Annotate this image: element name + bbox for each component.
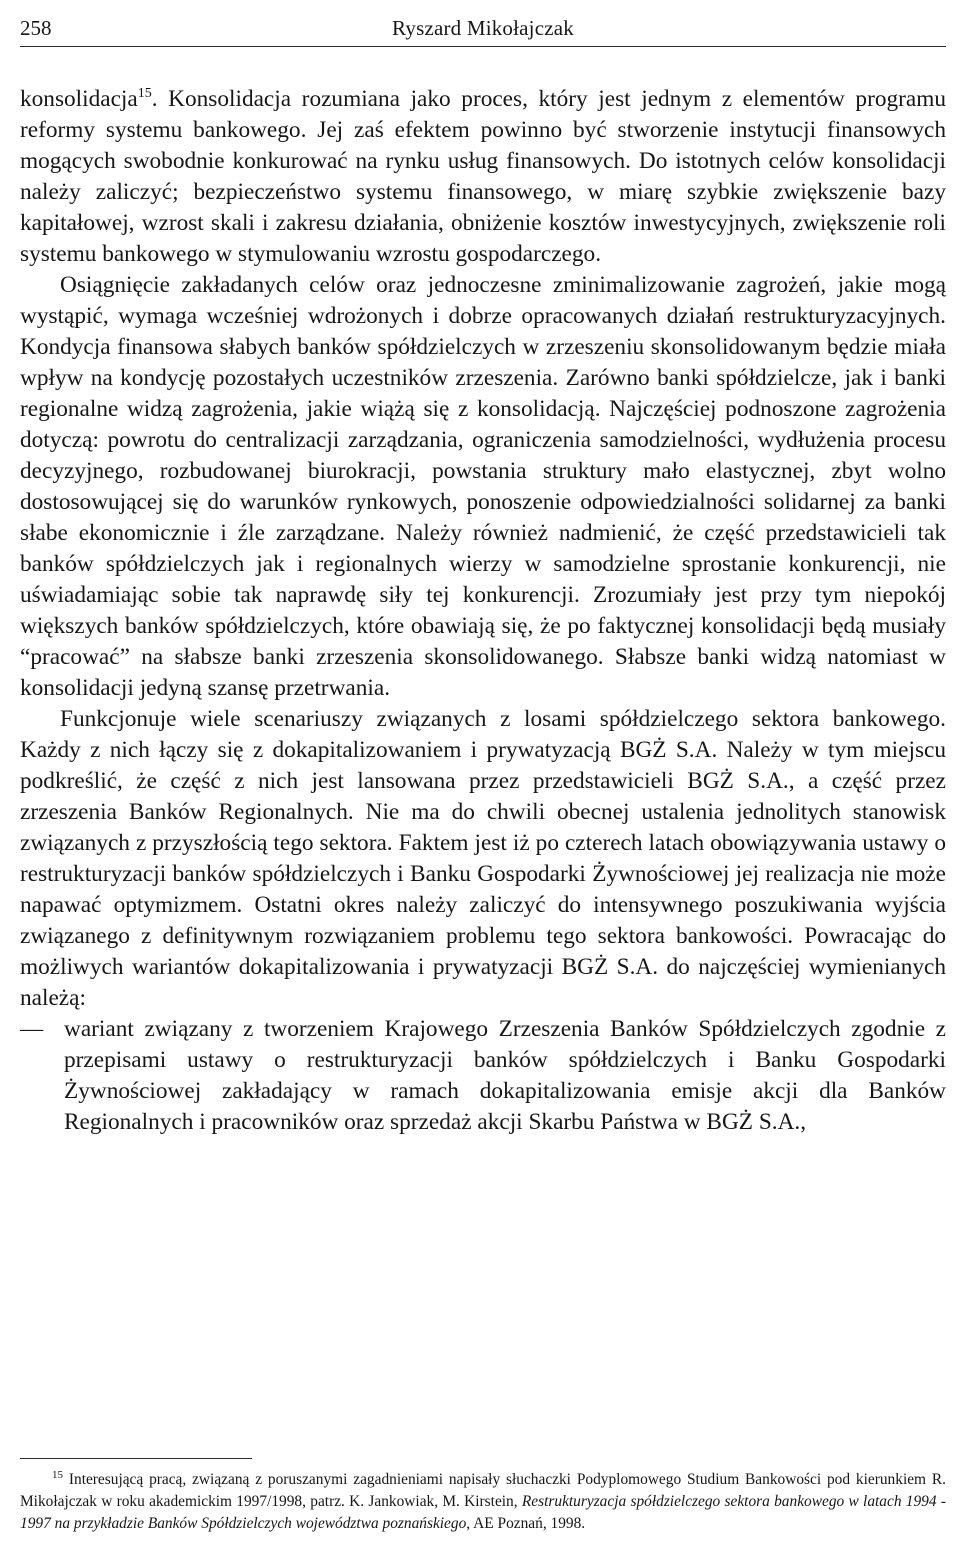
footnote <box>20 1469 946 1535</box>
footnote-divider <box>20 1458 252 1459</box>
body-text <box>20 84 946 1138</box>
footnote-number: 15 <box>52 1469 63 1481</box>
running-head-author: Ryszard Mikołajczak <box>392 16 574 40</box>
list-item-text: wariant związany z tworzeniem Krajowego Zrzeszenia Banków Spółdzielczych zgodnie z przepisami ustawy o restrukturyzacji banków spółdzielczych i Banku Gospodarki Żywnościowej zakładający w ramach dokapitalizowania emisje akcji dla Banków Regionalnych i pracowników oraz sprzedaż akcji Skarbu Państwa w BGŻ S.A., <box>64 1016 946 1135</box>
paragraph-1 <box>20 84 946 270</box>
paragraph-2: Osiągnięcie zakładanych celów oraz jednoczesne zminimalizowanie zagrożeń, jakie mogą wystąpić, wymaga wcześniej wdrożonych i dobrze opracowanych działań restrukturyzacyjnych. Kondycja finansowa słabych banków spółdzielczych w zrzeszeniu skonsolidowanym będzie miała wpływ na kondycję pozostałych uczestników zrzeszenia. Zarówno banki spółdzielcze, jak i banki regionalne widzą zagrożenia, jakie wiążą się z konsolidacją. Najczęściej podnoszone zagrożenia dotyczą: powrotu do centralizacji zarządzania, ograniczenia samodzielności, wydłużenia procesu decyzyjnego, rozbudowanej biurokracji, powstania struktury mało elastycznej, zbyt wolno dostosowującej się do warunków rynkowych, ponoszenie odpowiedzialności solidarnej za banki słabe ekonomicznie i źle zarządzane. Należy również nadmienić, że część przedstawicieli tak banków spółdzielczych jak i regionalnych wierzy w samodzielne sprostanie konkurencji, nie uświadamiając sobie tak naprawdę siły tej konkurencji. Zrozumiały jest przy tym niepokój większych banków spółdzielczych, które obawiają się, że po faktycznej konsolidacji będą musiały “pracować” na słabsze banki zrzeszenia skonsolidowanego. Słabsze banki widzą natomiast w konsolidacji jedyną szansę przetrwania. <box>20 272 946 701</box>
footnote-cited-title: Restrukturyzacja spółdzielczego sektora bankowego w latach 1994 - 1997 na przykładzie Banków Spółdzielczych województwa poznańskiego <box>20 1493 946 1532</box>
footnote-text-after: , AE Poznań, 1998. <box>466 1515 586 1532</box>
variants-list <box>20 1014 946 1138</box>
paragraph-3: Funkcjonuje wiele scenariuszy związanych z losami spółdzielczego sektora bankowego. Każdy z nich łączy się z dokapitalizowaniem i prywatyzacją BGŻ S.A. Należy w tym miejscu podkreślić, że część z nich jest lansowana przez przedstawicieli BGŻ S.A., a część przez zrzeszenia Banków Regionalnych. Nie ma do chwili obecnej ustalenia jednolitych stanowisk związanych z przyszłością tego sektora. Faktem jest iż po czterech latach obowiązywania ustawy o restrukturyzacji banków spółdzielczych i Banku Gospodarki Żywnościowej jej realizacja nie może napawać optymizmem. Ostatni okres należy zaliczyć do intensywnego poszukiwania wyjścia związanego z definitywnym rozwiązaniem problemu tego sektora bankowości. Powracając do możliwych wariantów dokapitalizowania i prywatyzacji BGŻ S.A. do najczęściej wymienianych należą: <box>20 706 946 1011</box>
footnote-text-before: Interesującą pracą, związaną z poruszanymi zagadnieniami napisały słuchaczki Podyplomowego Studium Bankowości pod kierunkiem R. Mikołajczak w roku akademickim 1997/1998, patrz. K. Jankowiak, M. Kirstein, <box>20 1471 946 1510</box>
page-number: 258 <box>20 16 52 40</box>
paragraph-1-rest: . Konsolidacja rozumiana jako proces, który jest jednym z elementów programu reformy systemu bankowego. Jej zaś efektem powinno być stworzenie instytucji finansowych mogących swobodnie konkurować na rynku usług finansowych. Do istotnych celów konsolidacji należy zaliczyć; bezpieczeństwo systemu finansowego, w miarę szybkie zwiększenie bazy kapitałowej, wzrost skali i zakresu działania, obniżenie kosztów inwestycyjnych, zwiększenie roli systemu bankowego w stymulowaniu wzrostu gospodarczego. <box>20 86 946 267</box>
page-header <box>20 14 946 47</box>
dash-bullet: — <box>20 1016 44 1042</box>
footnote-reference[interactable]: 15 <box>137 86 152 101</box>
list-item <box>20 1014 946 1138</box>
paragraph-1-start: konsolidacja <box>20 86 138 112</box>
